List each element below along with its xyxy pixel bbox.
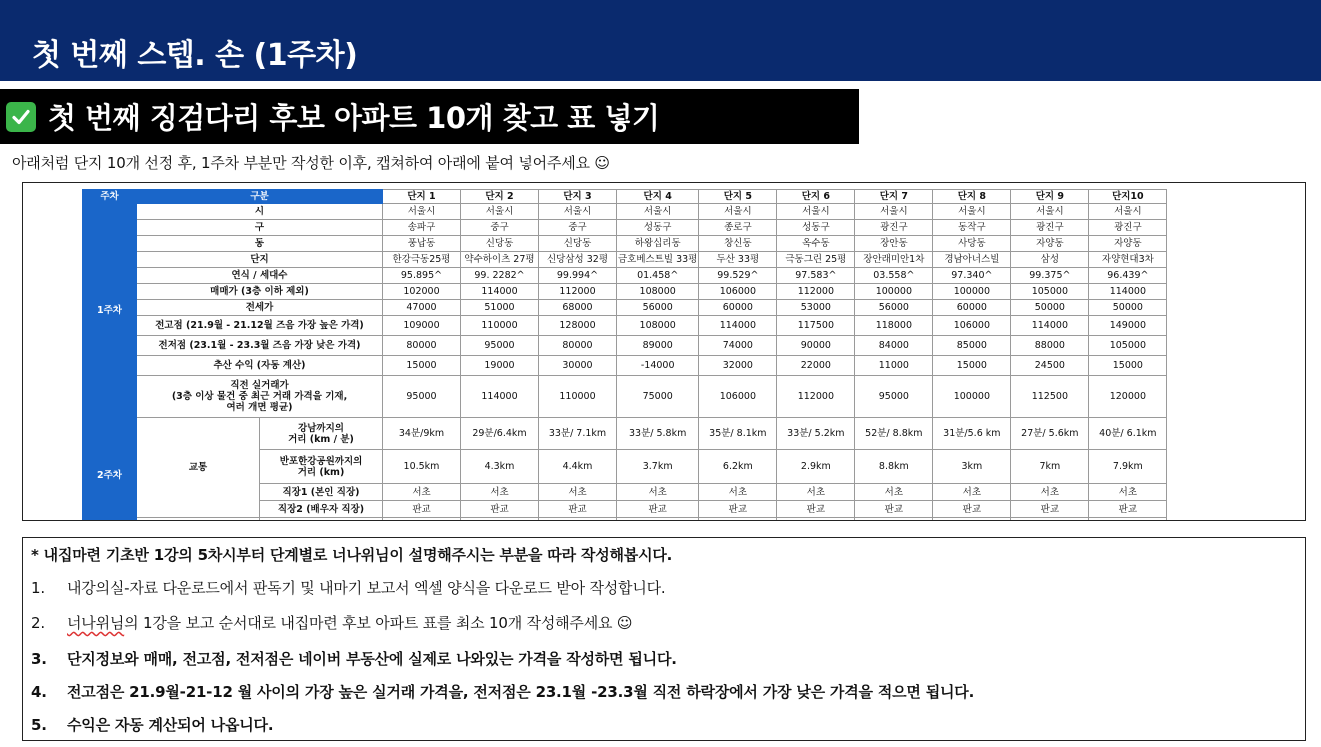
table-cell: 106000 <box>699 284 777 300</box>
note-underlined-word: 너나위님 <box>67 614 125 632</box>
table-cell: 99.529^ <box>699 268 777 284</box>
table-cell: 자양현대3차 <box>1089 252 1167 268</box>
table-cell: 성동구 <box>777 220 855 236</box>
table-cell: 114000 <box>699 316 777 336</box>
row-label: 구 <box>137 220 383 236</box>
note-item <box>31 577 666 598</box>
table-cell: 15000 <box>933 356 1011 376</box>
table-cell: 서울시 <box>461 204 539 220</box>
table-cell: 33분/ 5.2km <box>777 418 855 450</box>
table-cell: 52분/ 8.8km <box>855 418 933 450</box>
table-cell: 95000 <box>855 376 933 418</box>
table-cell: 50000 <box>1011 300 1089 316</box>
table-cell: 105000 <box>1011 284 1089 300</box>
table-row <box>83 336 1167 356</box>
table-cell: 53000 <box>777 300 855 316</box>
table-cell: 옥수동 <box>777 236 855 252</box>
row-label-line: (3층 이상 물건 중 최근 거래 가격을 기재, <box>171 391 348 402</box>
table-cell: 성동구 <box>617 220 699 236</box>
row-label-recent-price <box>137 376 383 418</box>
note-item <box>31 648 677 669</box>
table-cell: 서초 <box>1011 484 1089 501</box>
table-cell: 15000 <box>383 356 461 376</box>
table-cell: 97.340^ <box>933 268 1011 284</box>
table-cell: 118000 <box>855 316 933 336</box>
table-cell: 송파구 <box>383 220 461 236</box>
row-label-line: 거리 (km) <box>297 466 345 478</box>
row-label: 연식 / 세대수 <box>137 268 383 284</box>
table-cell: 장안래미안1차 <box>855 252 933 268</box>
table-cell: 100000 <box>933 376 1011 418</box>
table-row <box>83 236 1167 252</box>
table-cell: 22000 <box>777 356 855 376</box>
table-cell: 한강극동25평 <box>383 252 461 268</box>
table-cell: 서울시 <box>855 204 933 220</box>
table-cell: 32000 <box>699 356 777 376</box>
table-cell-empty <box>383 518 461 522</box>
table-cell: 약수하이츠 27평 <box>461 252 539 268</box>
table-cell: 중구 <box>461 220 539 236</box>
table-cell: 120000 <box>1089 376 1167 418</box>
table-header-row <box>83 190 1167 204</box>
table-cell: 60000 <box>933 300 1011 316</box>
table-row <box>83 376 1167 418</box>
table-cell: 11000 <box>855 356 933 376</box>
table-cell: 105000 <box>1089 336 1167 356</box>
page-title: 첫 번째 스텝. 손 (1주차) <box>32 38 358 73</box>
row-label: 직장1 (본인 직장) <box>260 484 383 501</box>
table-cell: 신당동 <box>539 236 617 252</box>
table-cell: 50000 <box>1089 300 1167 316</box>
section-title-bar <box>0 89 859 144</box>
table-cell: 서초 <box>699 484 777 501</box>
table-cell: 사당동 <box>933 236 1011 252</box>
table-cell: 117500 <box>777 316 855 336</box>
table-cell: 판교 <box>461 501 539 518</box>
table-cell: 동작구 <box>933 220 1011 236</box>
table-cell: 삼성 <box>1011 252 1089 268</box>
table-cell: 서울시 <box>383 204 461 220</box>
table-cell: 31분/5.6 km <box>933 418 1011 450</box>
table-cell: 102000 <box>383 284 461 300</box>
table-cell: 149000 <box>1089 316 1167 336</box>
table-cell: 2.9km <box>777 450 855 484</box>
table-cell: 114000 <box>1089 284 1167 300</box>
row-label <box>260 450 383 484</box>
header-category: 구분 <box>137 190 383 204</box>
note-text: 전고점은 21.9월-21-12 월 사이의 가장 높은 실거래 가격을, 전저점은 23.1월 -23.3월 직전 하락장에서 가장 낮은 가격을 적으면 됩니다. <box>67 683 975 701</box>
table-row <box>83 300 1167 316</box>
table-cell: 99.994^ <box>539 268 617 284</box>
table-cell: 판교 <box>617 501 699 518</box>
table-cell-empty <box>855 518 933 522</box>
row-label <box>260 418 383 450</box>
note-number: 2. <box>31 614 45 632</box>
table-cell: 광진구 <box>1089 220 1167 236</box>
table-cell: -14000 <box>617 356 699 376</box>
header-complex: 단지 3 <box>539 190 617 204</box>
table-screenshot-frame <box>22 182 1306 521</box>
table-row-cut-off <box>83 518 1167 522</box>
table-cell: 112000 <box>777 284 855 300</box>
table-cell: 108000 <box>617 284 699 300</box>
table-cell: 88000 <box>1011 336 1089 356</box>
row-label-line: 거리 (km / 분) <box>288 433 354 445</box>
note-item <box>31 714 273 735</box>
table-cell: 114000 <box>461 376 539 418</box>
table-cell: 서울시 <box>539 204 617 220</box>
table-cell: 서초 <box>1089 484 1167 501</box>
note-item <box>31 681 974 702</box>
table-cell: 112000 <box>539 284 617 300</box>
table-cell: 90000 <box>777 336 855 356</box>
row-label: 전고점 (21.9월 - 21.12월 즈음 가장 높은 가격) <box>137 316 383 336</box>
table-cell: 서울시 <box>1089 204 1167 220</box>
note-number: 5. <box>31 716 47 734</box>
header-complex: 단지10 <box>1089 190 1167 204</box>
note-number: 1. <box>31 579 45 597</box>
intro-text: 아래처럼 단지 10개 선정 후, 1주차 부분만 작성한 이후, 캡쳐하여 아래에 붙여 넣어주세요 ☺ <box>12 154 610 172</box>
table-cell: 극동그린 25평 <box>777 252 855 268</box>
note-number: 3. <box>31 650 47 668</box>
table-cell: 종로구 <box>699 220 777 236</box>
table-row <box>83 252 1167 268</box>
table-cell: 3.7km <box>617 450 699 484</box>
table-cell: 75000 <box>617 376 699 418</box>
table-cell: 114000 <box>461 284 539 300</box>
row-label: 매매가 (3층 이하 제외) <box>137 284 383 300</box>
table-cell: 판교 <box>383 501 461 518</box>
row-label: 전세가 <box>137 300 383 316</box>
table-cell: 95000 <box>461 336 539 356</box>
table-cell: 광진구 <box>855 220 933 236</box>
section-title: 첫 번째 징검다리 후보 아파트 10개 찾고 표 넣기 <box>48 101 660 135</box>
row-label: 동 <box>137 236 383 252</box>
note-text: 단지정보와 매매, 전고점, 전저점은 네이버 부동산에 실제로 나와있는 가격을 작성하면 됩니다. <box>67 650 677 668</box>
table-cell: 판교 <box>1089 501 1167 518</box>
table-cell: 8.8km <box>855 450 933 484</box>
table-cell: 4.4km <box>539 450 617 484</box>
week-label-2: 2주차 <box>83 418 137 522</box>
table-cell: 80000 <box>539 336 617 356</box>
table-cell-empty <box>699 518 777 522</box>
table-cell: 33분/ 7.1km <box>539 418 617 450</box>
table-cell: 30000 <box>539 356 617 376</box>
table-cell: 서초 <box>617 484 699 501</box>
header-week: 주차 <box>83 190 137 204</box>
table-cell: 6.2km <box>699 450 777 484</box>
table-cell: 35분/ 8.1km <box>699 418 777 450</box>
row-label: 시 <box>137 204 383 220</box>
table-cell: 100000 <box>933 284 1011 300</box>
table-cell: 74000 <box>699 336 777 356</box>
table-row <box>83 204 1167 220</box>
header-complex: 단지 7 <box>855 190 933 204</box>
header-complex: 단지 4 <box>617 190 699 204</box>
table-cell-empty <box>1011 518 1089 522</box>
table-row <box>83 316 1167 336</box>
table-cell: 112500 <box>1011 376 1089 418</box>
table-cell: 광진구 <box>1011 220 1089 236</box>
table-cell: 창신동 <box>699 236 777 252</box>
table-cell: 109000 <box>383 316 461 336</box>
table-cell: 51000 <box>461 300 539 316</box>
row-label: 추산 수익 (자동 계산) <box>137 356 383 376</box>
table-cell-empty <box>777 518 855 522</box>
header-complex: 단지 2 <box>461 190 539 204</box>
notes-heading: * 내집마련 기초반 1강의 5차시부터 단계별로 너나위님이 설명해주시는 부분을 따라 작성해봅시다. <box>31 546 673 564</box>
table-row <box>83 220 1167 236</box>
row-label-line: 여러 개면 평균) <box>226 402 293 413</box>
table-cell: 서초 <box>461 484 539 501</box>
table-cell: 100000 <box>855 284 933 300</box>
table-row <box>83 418 1167 450</box>
table-cell: 두산 33평 <box>699 252 777 268</box>
table-cell-empty <box>617 518 699 522</box>
header-complex: 단지 5 <box>699 190 777 204</box>
table-cell: 풍납동 <box>383 236 461 252</box>
table-cell: 40분/ 6.1km <box>1089 418 1167 450</box>
table-cell: 3km <box>933 450 1011 484</box>
table-cell: 112000 <box>777 376 855 418</box>
table-cell: 신당삼성 32평 <box>539 252 617 268</box>
table-cell: 56000 <box>617 300 699 316</box>
table-cell: 99. 2282^ <box>461 268 539 284</box>
note-number: 4. <box>31 683 47 701</box>
table-cell: 85000 <box>933 336 1011 356</box>
table-cell: 19000 <box>461 356 539 376</box>
table-cell: 47000 <box>383 300 461 316</box>
table-cell-empty <box>933 518 1011 522</box>
table-cell: 03.558^ <box>855 268 933 284</box>
top-banner <box>0 0 1321 81</box>
table-cell: 95000 <box>383 376 461 418</box>
table-cell: 경남아너스빌 <box>933 252 1011 268</box>
note-text: 의 1강을 보고 순서대로 내집마련 후보 아파트 표를 최소 10개 작성해주세요 ☺ <box>124 614 633 632</box>
group-label-transport: 교통 <box>137 418 260 518</box>
table-cell: 106000 <box>933 316 1011 336</box>
table-cell-empty <box>461 518 539 522</box>
table-cell: 서울시 <box>699 204 777 220</box>
check-box-icon <box>6 102 36 132</box>
table-row <box>83 284 1167 300</box>
table-cell: 판교 <box>777 501 855 518</box>
table-cell: 108000 <box>617 316 699 336</box>
table-cell: 99.375^ <box>1011 268 1089 284</box>
table-cell: 29분/6.4km <box>461 418 539 450</box>
table-cell-empty <box>539 518 617 522</box>
note-item <box>31 612 632 633</box>
table-cell: 신당동 <box>461 236 539 252</box>
table-cell: 33분/ 5.8km <box>617 418 699 450</box>
table-cell: 하왕십리동 <box>617 236 699 252</box>
table-cell: 128000 <box>539 316 617 336</box>
table-cell: 60000 <box>699 300 777 316</box>
row-label: 전저점 (23.1월 - 23.3월 즈음 가장 낮은 가격) <box>137 336 383 356</box>
table-cell: 10.5km <box>383 450 461 484</box>
table-cell: 7.9km <box>1089 450 1167 484</box>
table-cell: 서초 <box>539 484 617 501</box>
row-label-line: 직전 실거래가 <box>230 380 289 391</box>
table-cell: 15000 <box>1089 356 1167 376</box>
row-label: 직장2 (배우자 직장) <box>260 501 383 518</box>
table-cell: 서울시 <box>617 204 699 220</box>
header-complex: 단지 1 <box>383 190 461 204</box>
table-row <box>83 356 1167 376</box>
row-label-line: 강남까지의 <box>298 422 344 434</box>
apartment-candidate-table <box>82 189 1167 521</box>
header-complex: 단지 6 <box>777 190 855 204</box>
table-cell: 판교 <box>855 501 933 518</box>
table-cell: 110000 <box>461 316 539 336</box>
table-cell: 자양동 <box>1011 236 1089 252</box>
table-cell: 01.458^ <box>617 268 699 284</box>
instructions-box <box>22 537 1306 741</box>
table-cell: 판교 <box>933 501 1011 518</box>
table-cell-empty <box>260 518 383 522</box>
row-label: 단지 <box>137 252 383 268</box>
table-cell: 68000 <box>539 300 617 316</box>
table-cell: 84000 <box>855 336 933 356</box>
table-cell: 80000 <box>383 336 461 356</box>
table-cell: 서초 <box>777 484 855 501</box>
table-cell: 서울시 <box>777 204 855 220</box>
table-cell: 34분/9km <box>383 418 461 450</box>
table-cell: 서초 <box>933 484 1011 501</box>
table-cell: 금호베스트빌 33평 <box>617 252 699 268</box>
table-cell: 서초 <box>383 484 461 501</box>
table-cell: 97.583^ <box>777 268 855 284</box>
note-text: 수익은 자동 계산되어 나옵니다. <box>67 716 274 734</box>
table-cell: 27분/ 5.6km <box>1011 418 1089 450</box>
table-cell: 114000 <box>1011 316 1089 336</box>
table-cell: 56000 <box>855 300 933 316</box>
row-label-line: 반포한강공원까지의 <box>279 455 363 467</box>
table-cell: 89000 <box>617 336 699 356</box>
note-text: 내강의실-자료 다운로드에서 판독기 및 내마기 보고서 엑셀 양식을 다운로드 받아 작성합니다. <box>67 579 666 597</box>
table-cell: 106000 <box>699 376 777 418</box>
table-cell: 장안동 <box>855 236 933 252</box>
table-cell: 판교 <box>539 501 617 518</box>
table-cell: 중구 <box>539 220 617 236</box>
week-label-1: 1주차 <box>83 204 137 418</box>
table-cell: 서울시 <box>933 204 1011 220</box>
header-complex: 단지 8 <box>933 190 1011 204</box>
table-cell: 4.3km <box>461 450 539 484</box>
table-cell: 판교 <box>699 501 777 518</box>
table-cell: 판교 <box>1011 501 1089 518</box>
table-cell: 7km <box>1011 450 1089 484</box>
table-cell: 95.895^ <box>383 268 461 284</box>
table-row <box>83 268 1167 284</box>
header-complex: 단지 9 <box>1011 190 1089 204</box>
table-cell: 96.439^ <box>1089 268 1167 284</box>
table-cell: 서울시 <box>1011 204 1089 220</box>
table-cell: 110000 <box>539 376 617 418</box>
table-cell-empty <box>137 518 260 522</box>
table-cell: 24500 <box>1011 356 1089 376</box>
table-cell: 자양동 <box>1089 236 1167 252</box>
table-cell-empty <box>1089 518 1167 522</box>
table-cell: 서초 <box>855 484 933 501</box>
